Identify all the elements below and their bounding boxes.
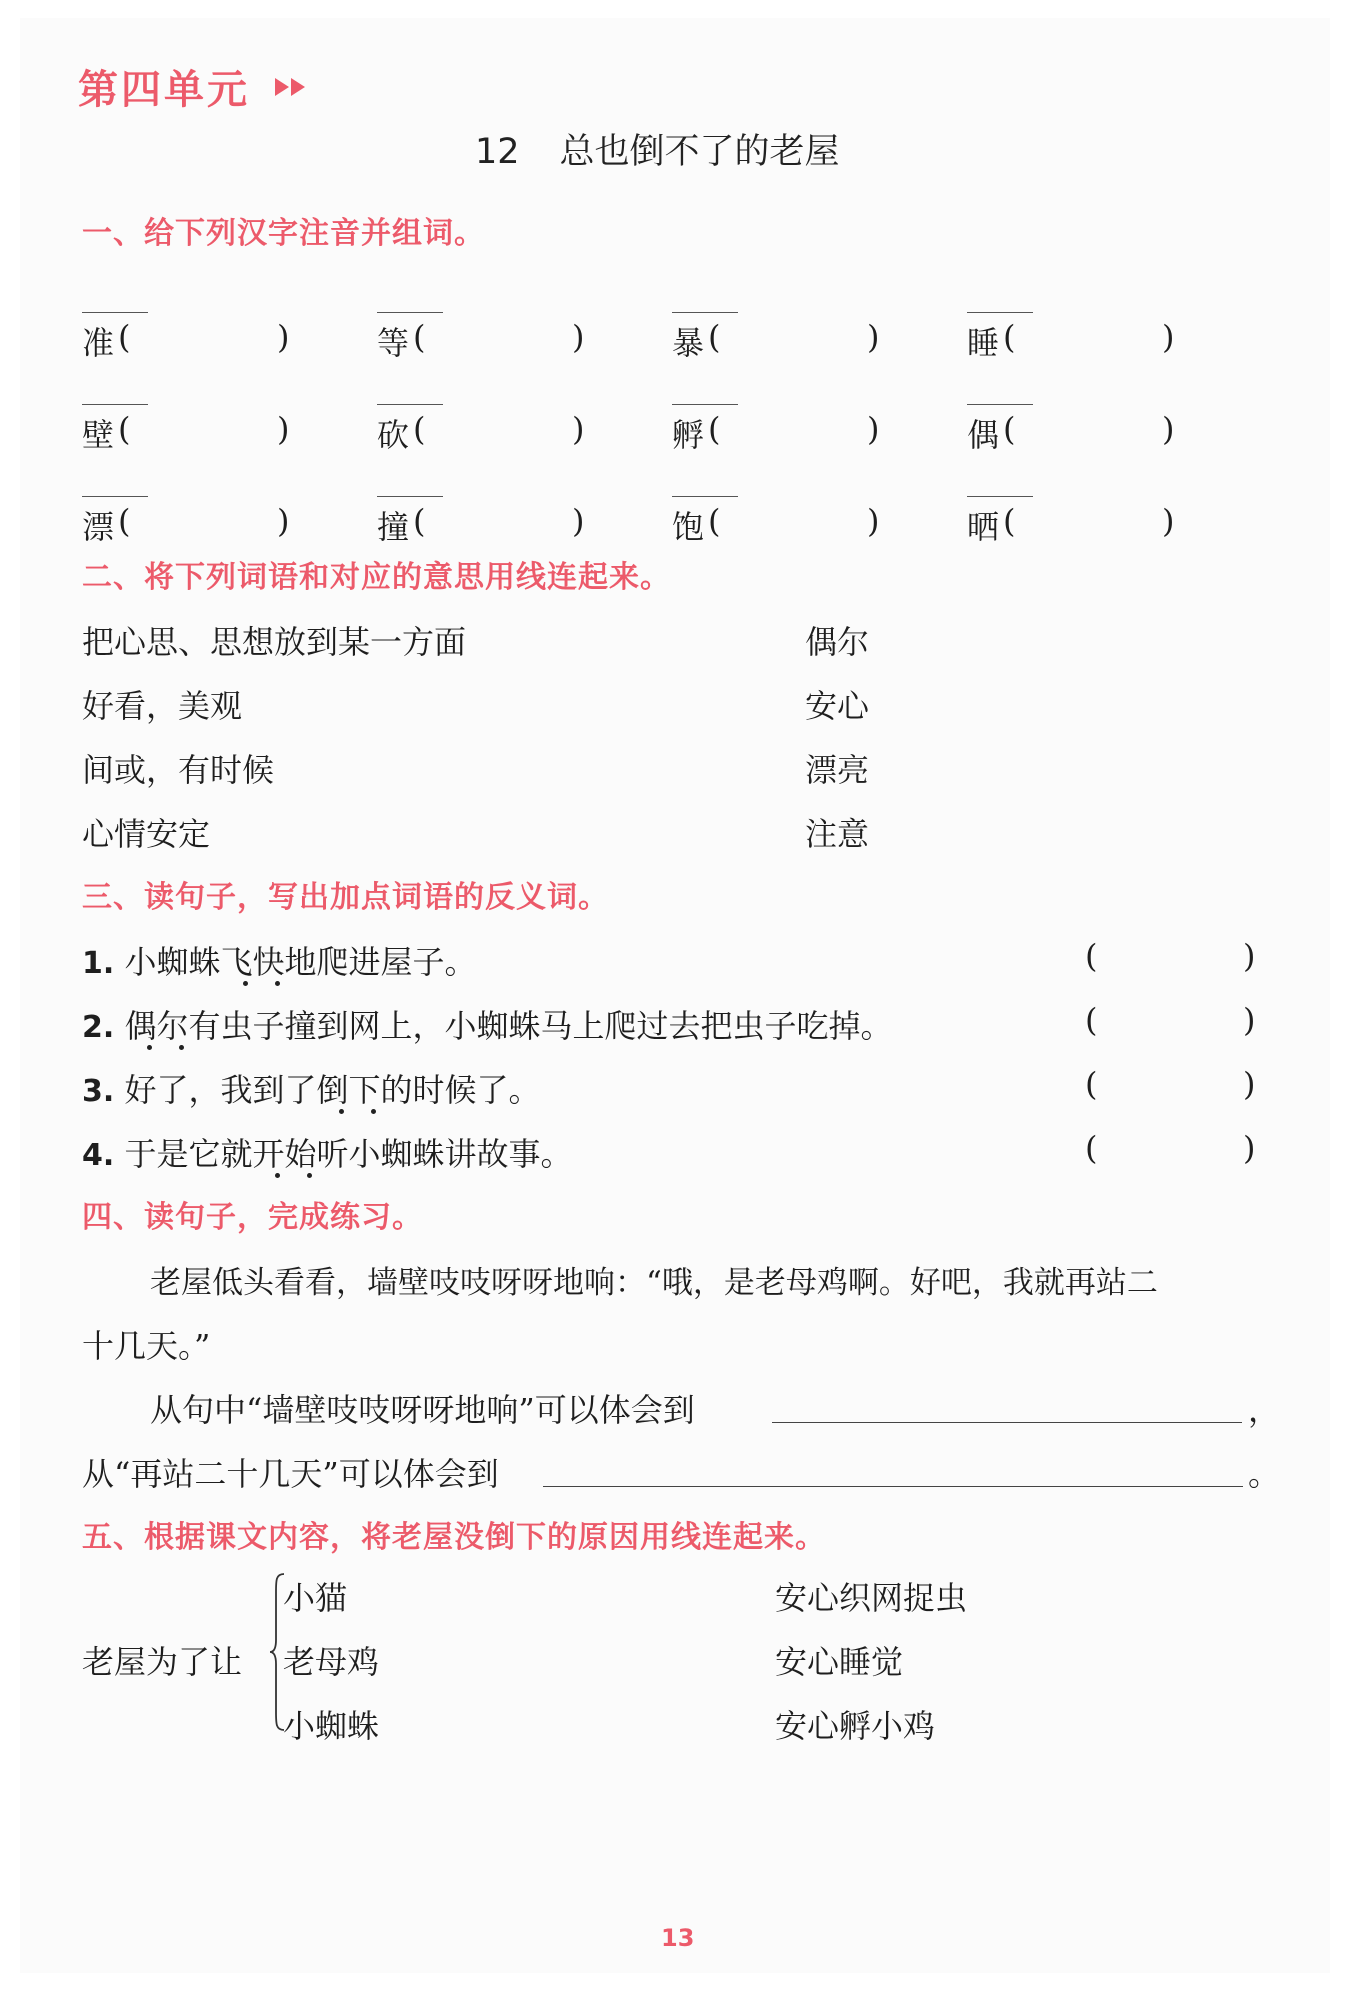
pinyin-blank[interactable] — [967, 404, 1033, 405]
question-text: 于是它就开始听小蜘蛛讲故事。 — [124, 1135, 573, 1173]
word-answer-field[interactable] — [728, 320, 858, 356]
answer-open-paren: ( — [1085, 1001, 1098, 1039]
hanzi-char: 砍 — [377, 416, 410, 454]
question-number: 3. — [82, 1074, 115, 1109]
answer-close-paren: ) — [1243, 1129, 1256, 1167]
pinyin-blank[interactable] — [377, 496, 443, 497]
question-1 — [82, 937, 476, 983]
word-item: 注意 — [805, 815, 870, 853]
meaning-item: 把心思、思想放到某一方面 — [82, 623, 467, 661]
word-open-paren: ( — [708, 502, 721, 540]
question-text: 偶尔有虫子撞到网上，小蜘蛛马上爬过去把虫子吃掉。 — [124, 1007, 893, 1045]
hanzi-char: 等 — [377, 324, 410, 362]
hanzi-char: 孵 — [672, 416, 705, 454]
word-answer-field[interactable] — [138, 412, 268, 448]
emphasis-dot — [243, 981, 248, 986]
emphasis-dot — [179, 1045, 184, 1050]
punctuation: 。 — [1248, 1455, 1281, 1493]
word-close-paren: ) — [867, 502, 880, 540]
passage-line: 十几天。” — [82, 1327, 211, 1365]
word-answer-field[interactable] — [1023, 320, 1153, 356]
hanzi-char: 暴 — [672, 324, 705, 362]
reason-item: 安心睡觉 — [775, 1643, 904, 1681]
answer-close-paren: ) — [1243, 937, 1256, 975]
word-open-paren: ( — [413, 410, 426, 448]
hanzi-char: 偶 — [967, 416, 1000, 454]
emphasis-dot — [275, 1173, 280, 1178]
question-number: 1. — [82, 946, 115, 981]
answer-close-paren: ) — [1243, 1001, 1256, 1039]
section2-heading: 二、将下列词语和对应的意思用线连起来。 — [82, 560, 671, 595]
word-close-paren: ) — [277, 410, 290, 448]
word-open-paren: ( — [708, 318, 721, 356]
hanzi-char: 准 — [82, 324, 115, 362]
word-answer-field[interactable] — [433, 504, 563, 540]
word-answer-field[interactable] — [138, 504, 268, 540]
lesson-title — [475, 124, 840, 174]
word-close-paren: ) — [867, 318, 880, 356]
answer-close-paren: ) — [1243, 1065, 1256, 1103]
page-number: 13 — [661, 1924, 695, 1952]
word-open-paren: ( — [708, 410, 721, 448]
word-close-paren: ) — [1162, 502, 1175, 540]
hanzi-char: 壁 — [82, 416, 115, 454]
emphasis-dot — [339, 1109, 344, 1114]
hanzi-char: 饱 — [672, 508, 705, 546]
section1-heading: 一、给下列汉字注音并组词。 — [82, 216, 485, 251]
question-4 — [82, 1129, 572, 1175]
question-text: 好了，我到了倒下的时候了。 — [124, 1071, 541, 1109]
meaning-item: 好看，美观 — [82, 687, 243, 725]
section4-heading: 四、读句子，完成练习。 — [82, 1200, 423, 1235]
word-open-paren: ( — [1003, 502, 1016, 540]
hanzi-char: 漂 — [82, 508, 115, 546]
pinyin-blank[interactable] — [377, 312, 443, 313]
word-close-paren: ) — [867, 410, 880, 448]
comprehension-question-1: 从句中“墙壁吱吱呀呀地响”可以体会到 — [150, 1391, 695, 1429]
hanzi-char: 晒 — [967, 508, 1000, 546]
answer-open-paren: ( — [1085, 1065, 1098, 1103]
emphasis-dot — [275, 981, 280, 986]
meaning-item: 心情安定 — [82, 815, 211, 853]
animal-item: 小猫 — [283, 1579, 348, 1617]
animal-item: 老母鸡 — [283, 1643, 380, 1681]
word-answer-field[interactable] — [728, 504, 858, 540]
word-open-paren: ( — [118, 502, 131, 540]
emphasis-dot — [307, 1173, 312, 1178]
word-open-paren: ( — [118, 318, 131, 356]
word-close-paren: ) — [572, 318, 585, 356]
word-answer-field[interactable] — [1023, 412, 1153, 448]
emphasis-dot — [147, 1045, 152, 1050]
meaning-item: 间或，有时候 — [82, 751, 275, 789]
double-arrow-icon — [275, 76, 311, 98]
word-open-paren: ( — [413, 502, 426, 540]
pinyin-blank[interactable] — [672, 496, 738, 497]
reason-item: 安心织网捉虫 — [775, 1579, 968, 1617]
word-open-paren: ( — [1003, 318, 1016, 356]
passage-line: 老屋低头看看，墙壁吱吱呀呀地响：“哦，是老母鸡啊。好吧，我就再站二 — [150, 1265, 1158, 1301]
word-answer-field[interactable] — [433, 412, 563, 448]
lesson-title-text: 总也倒不了的老屋 — [559, 132, 840, 172]
animal-item: 小蜘蛛 — [283, 1707, 380, 1745]
pinyin-blank[interactable] — [967, 496, 1033, 497]
hanzi-char: 撞 — [377, 508, 410, 546]
question-text: 小蜘蛛飞快地爬进屋子。 — [124, 943, 477, 981]
pinyin-blank[interactable] — [82, 312, 148, 313]
word-item: 安心 — [805, 687, 870, 725]
unit-label: 第四单元 — [78, 67, 250, 113]
question-number: 2. — [82, 1010, 115, 1045]
answer-blank[interactable] — [772, 1422, 1242, 1423]
pinyin-blank[interactable] — [967, 312, 1033, 313]
word-close-paren: ) — [277, 502, 290, 540]
pinyin-blank[interactable] — [82, 404, 148, 405]
answer-open-paren: ( — [1085, 937, 1098, 975]
question-3 — [82, 1065, 540, 1111]
question-number: 4. — [82, 1138, 115, 1173]
word-item: 偶尔 — [805, 623, 870, 661]
comprehension-question-2: 从“再站二十几天”可以体会到 — [82, 1455, 499, 1493]
pinyin-blank[interactable] — [672, 404, 738, 405]
reason-item: 安心孵小鸡 — [775, 1707, 936, 1745]
emphasis-dot — [371, 1109, 376, 1114]
word-close-paren: ) — [1162, 318, 1175, 356]
subject-text: 老屋为了让 — [82, 1643, 243, 1681]
pinyin-blank[interactable] — [672, 312, 738, 313]
word-close-paren: ) — [277, 318, 290, 356]
punctuation: ， — [1248, 1391, 1281, 1429]
question-2 — [82, 1001, 892, 1047]
pinyin-blank[interactable] — [82, 496, 148, 497]
word-close-paren: ) — [572, 410, 585, 448]
word-open-paren: ( — [413, 318, 426, 356]
word-close-paren: ) — [572, 502, 585, 540]
word-answer-field[interactable] — [138, 320, 268, 356]
hanzi-char: 睡 — [967, 324, 1000, 362]
word-answer-field[interactable] — [433, 320, 563, 356]
word-open-paren: ( — [1003, 410, 1016, 448]
section3-heading: 三、读句子，写出加点词语的反义词。 — [82, 880, 609, 915]
word-close-paren: ) — [1162, 410, 1175, 448]
lesson-number: 12 — [475, 132, 520, 172]
word-item: 漂亮 — [805, 751, 870, 789]
word-answer-field[interactable] — [1023, 504, 1153, 540]
section5-heading: 五、根据课文内容，将老屋没倒下的原因用线连起来。 — [82, 1520, 826, 1555]
pinyin-blank[interactable] — [377, 404, 443, 405]
answer-blank[interactable] — [543, 1486, 1243, 1487]
word-open-paren: ( — [118, 410, 131, 448]
answer-open-paren: ( — [1085, 1129, 1098, 1167]
word-answer-field[interactable] — [728, 412, 858, 448]
